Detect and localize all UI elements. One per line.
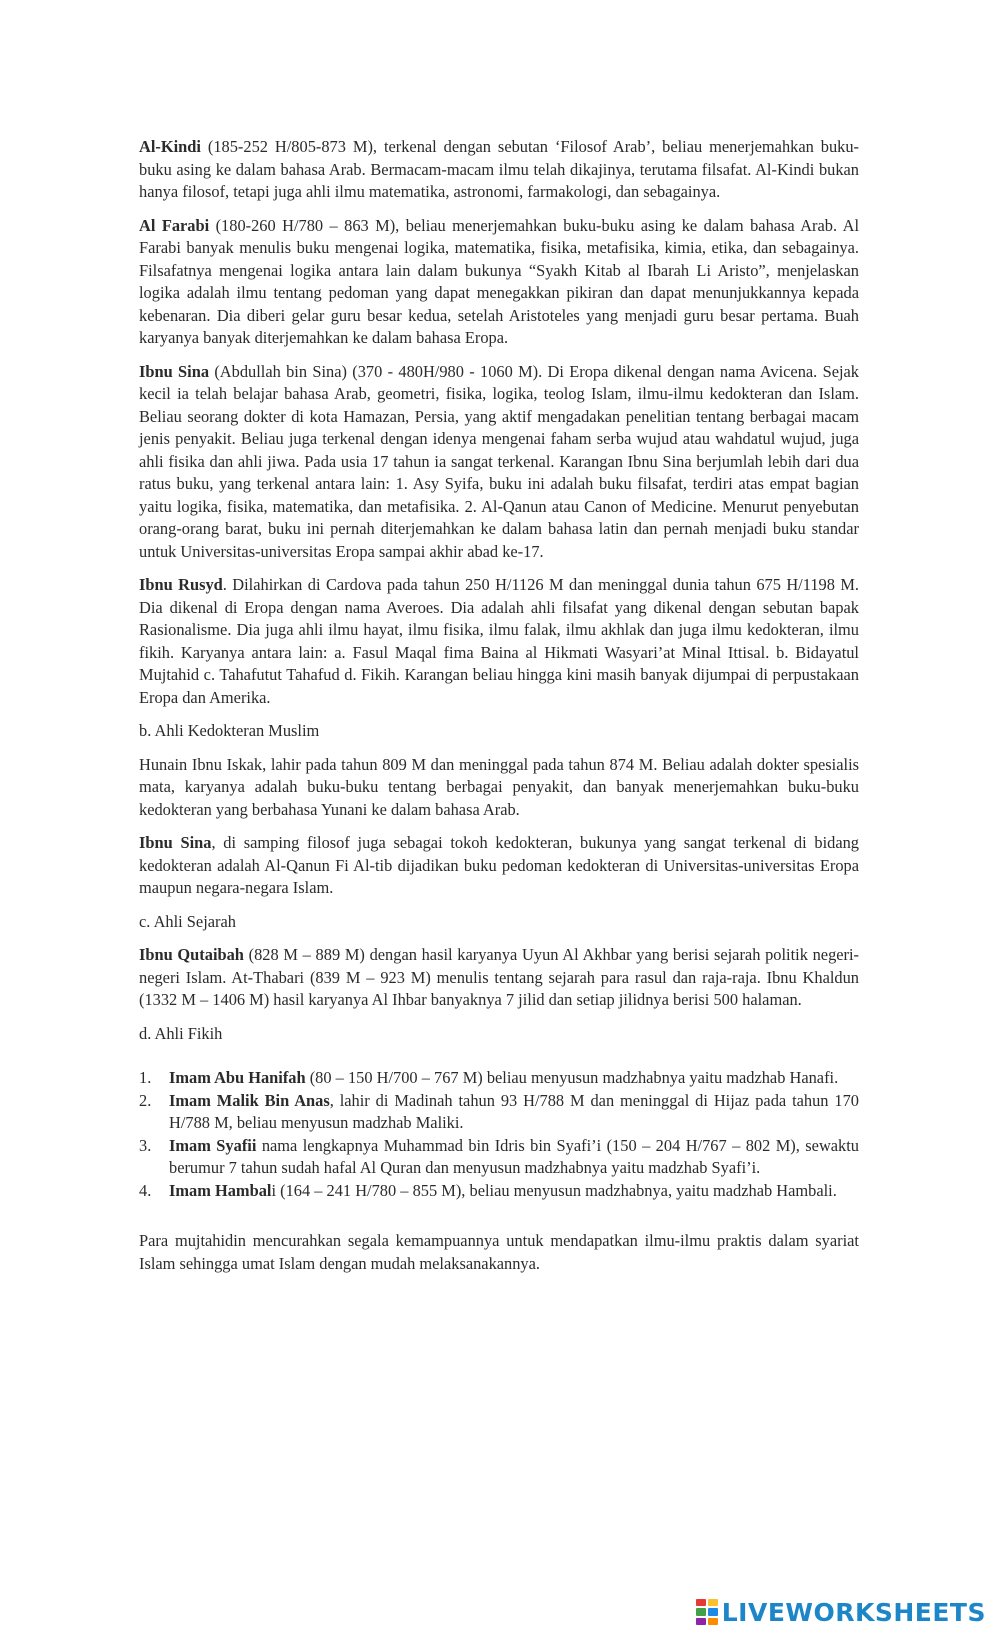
paragraph-closing: Para mujtahidin mencurahkan segala kemampuannya untuk mendapatkan ilmu-ilmu praktis dalam syariat Islam sehingga umat Islam dengan mudah melaksanakannya. bbox=[139, 1231, 859, 1273]
person-name: Imam Hambal bbox=[169, 1180, 272, 1200]
logo-square bbox=[708, 1618, 718, 1625]
person-name: Imam Malik Bin Anas bbox=[169, 1090, 330, 1110]
list-item bbox=[139, 1090, 859, 1135]
fikih-list bbox=[139, 1067, 859, 1202]
section-heading-sejarah: c. Ahli Sejarah bbox=[139, 911, 236, 931]
person-name: Imam Syafii bbox=[169, 1135, 257, 1155]
paragraph-text: (185-252 H/805-873 M), terkenal dengan sebutan ‘Filosof Arab’, beliau menerjemahkan buku-buku asing ke dalam bahasa Arab. Bermacam-macam ilmu telah dikajinya, terutama filsafat. Al-Kindi bukan hanya filosof, tetapi juga ahli ilmu matematika, astronomi, farmakologi, dan sebagainya. bbox=[139, 137, 859, 201]
logo-text: LIVEWORKSHEETS bbox=[721, 1597, 986, 1627]
list-item-text: i (164 – 241 H/780 – 855 M), beliau menyusun madzhabnya, yaitu madzhab Hambali. bbox=[271, 1180, 837, 1200]
paragraph-text: . Dilahirkan di Cardova pada tahun 250 H/1126 M dan meninggal dunia tahun 675 H/1198 M. Dia dikenal di Eropa dengan nama Averoes. Dia adalah ahli filsafat yang dikenal dengan sebutan bapak Rasionalisme. Dia juga ahli ilmu hayat, ilmu fisika, ilmu falak, ilmu akhlak dan juga ilmu kedokteran, ilmu fikih. Karyanya antara lain: a. Fasul Maqal fima Baina al Hikmati Wasyari’at Minal Ittisal. b. Bidayatul Mujtahid c. Tahafutut Tahafud d. Fikih. Karangan beliau hingga kini masih banyak dijumpai di perpustakaan Eropa dan Amerika. bbox=[139, 575, 859, 707]
paragraph-al-farabi bbox=[139, 215, 859, 350]
liveworksheets-logo[interactable] bbox=[696, 1595, 986, 1629]
person-name: Al-Kindi bbox=[139, 137, 201, 156]
list-number: 1. bbox=[139, 1068, 152, 1087]
person-name: Imam Abu Hanifah bbox=[169, 1068, 306, 1087]
paragraph-text: (180-260 H/780 – 863 M), beliau menerjemahkan buku-buku asing ke dalam bahasa Arab. Al Farabi banyak menulis buku mengenai logika, matematika, fisika, metafisika, kimia, etika, dan sebagainya. Filsafatnya mengenai logika antara lain dalam bukunya “Syakh Kitab al Ibarah Li Aristo”, menjelaskan logika adalah ilmu tentang pedoman yang dapat menegakkan pikiran dan dapat menunjukkannya kepada kebenaran. Dia diberi gelar guru besar kedua, setelah Aristoteles yang menjadi guru besar pertama. Buah karyanya banyak diterjemahkan ke dalam bahasa Eropa. bbox=[139, 215, 859, 347]
list-item bbox=[139, 1067, 859, 1090]
paragraph-ibnu-rusyd bbox=[139, 574, 859, 709]
person-name: Ibnu Qutaibah bbox=[139, 945, 244, 964]
paragraph-text: , di samping filosof juga sebagai tokoh kedokteran, bukunya yang sangat terkenal di bidang kedokteran adalah Al-Qanun Fi Al-tib dijadikan buku pedoman kedokteran di Universitas-universitas Eropa maupun negara-negara Islam. bbox=[139, 833, 859, 897]
paragraph-al-kindi bbox=[139, 136, 859, 204]
list-number: 2. bbox=[139, 1090, 152, 1110]
person-name: Ibnu Rusyd bbox=[139, 575, 223, 594]
paragraph-text: (Abdullah bin Sina) (370 - 480H/980 - 1060 M). Di Eropa dikenal dengan nama Avicena. Sejak kecil ia telah belajar bahasa Arab, geometri, fisika, logika, teolog Islam, ilmu-ilmu kedokteran dan Islam. Beliau seorang dokter di kota Hamazan, Persia, yang aktif mengadakan penelitian tentang berbagai macam jenis penyakit. Beliau juga terkenal dengan idenya mengenai faham serba wujud atau wahdatul wujud, juga ahli fisika dan ahli jiwa. Pada usia 17 tahun ia sangat terkenal. Karangan Ibnu Sina berjumlah lebih dari dua ratus buku, yang terkenal antara lain: 1. Asy Syifa, buku ini adalah buku filsafat, terdiri atas empat bagian yaitu logika, fisika, matematika, dan metafisika. 2. Al-Qanun atau Canon of Medicine. Menurut penyebutan orang-orang barat, buku ini pernah diterjemahkan ke dalam bahasa latin dan pernah menjadi buku standar untuk Universitas-universitas Eropa sampai akhir abad ke-17. bbox=[139, 361, 859, 561]
logo-square bbox=[708, 1599, 718, 1606]
list-item bbox=[139, 1180, 859, 1203]
paragraph-ibnu-qutaibah bbox=[139, 944, 859, 1012]
document-page bbox=[139, 136, 859, 1286]
list-number: 4. bbox=[139, 1180, 152, 1200]
logo-square bbox=[708, 1608, 718, 1615]
paragraph-ibnu-sina bbox=[139, 361, 859, 564]
section-heading-kedokteran: b. Ahli Kedokteran Muslim bbox=[139, 721, 320, 740]
paragraph-text: (828 M – 889 M) dengan hasil karyanya Uyun Al Akhbar yang berisi sejarah politik negeri-negeri Islam. At-Thabari (839 M – 923 M) menulis tentang sejarah para rasul dan raja-raja. Ibnu Khaldun (1332 M – 1406 M) hasil karyanya Al Ihbar banyaknya 7 jilid dan setiap jilidnya berisi 500 halaman. bbox=[139, 945, 860, 1009]
paragraph-hunain: Hunain Ibnu Iskak, lahir pada tahun 809 M dan meninggal pada tahun 874 M. Beliau adalah dokter spesialis mata, karyanya adalah buku-buku tentang berbagai penyakit, dan banyak menerjemahkan buku-buku kedokteran yang berbahasa Yunani ke dalam bahasa Arab. bbox=[139, 754, 859, 819]
logo-square bbox=[696, 1608, 706, 1615]
person-name: Al Farabi bbox=[139, 215, 210, 235]
logo-square bbox=[696, 1618, 706, 1625]
list-item-text: , lahir di Madinah tahun 93 H/788 M dan meninggal di Hijaz pada tahun 170 H/788 M, beliau menyusun madzhab Maliki. bbox=[169, 1090, 859, 1132]
person-name: Ibnu Sina bbox=[139, 833, 212, 852]
person-name: Ibnu Sina bbox=[139, 361, 210, 381]
paragraph-ibnu-sina-kedokteran bbox=[139, 832, 859, 900]
logo-grid-icon bbox=[696, 1599, 718, 1625]
list-item-text: nama lengkapnya Muhammad bin Idris bin Syafi’i (150 – 204 H/767 – 802 M), sewaktu berumur 7 tahun sudah hafal Al Quran dan menyusun madzhabnya yaitu madzhab Syafi’i. bbox=[169, 1135, 859, 1177]
list-number: 3. bbox=[139, 1135, 152, 1155]
list-item bbox=[139, 1135, 859, 1180]
list-item-text: (80 – 150 H/700 – 767 M) beliau menyusun madzhabnya yaitu madzhab Hanafi. bbox=[305, 1068, 839, 1087]
logo-square bbox=[696, 1599, 706, 1606]
section-heading-fikih: d. Ahli Fikih bbox=[139, 1023, 223, 1043]
